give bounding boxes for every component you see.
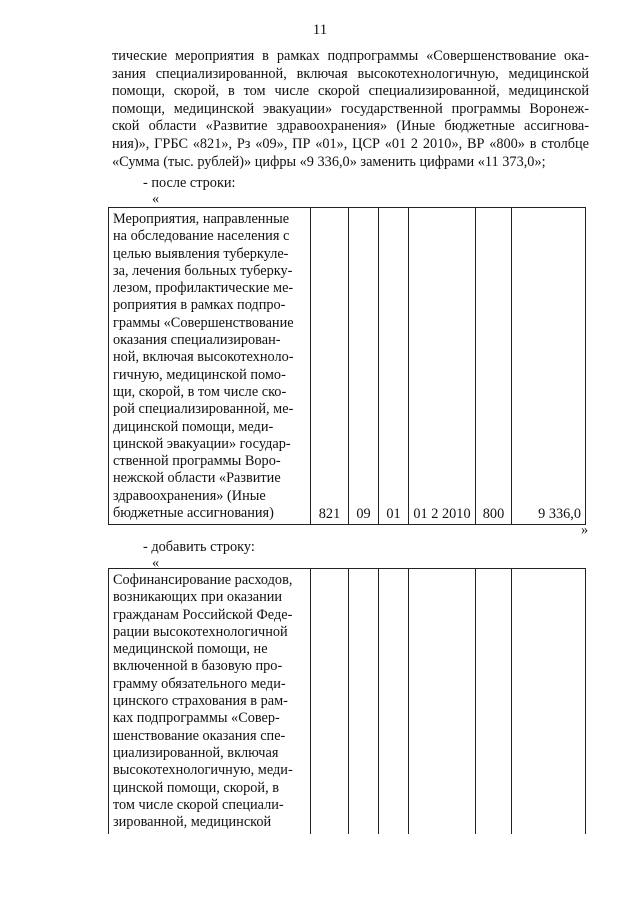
intro-line: ской области «Развитие здравоохранения» (Иные бюджетные ассигнова- [112, 118, 589, 135]
close-quote: » [581, 522, 589, 538]
table-row [109, 569, 586, 834]
rz-cell [349, 569, 379, 834]
grbs-cell [311, 569, 349, 834]
intro-line: помощи, скорой, в том числе скорой специализированной, медицинской [112, 83, 589, 100]
sum-cell [512, 569, 586, 834]
intro-line: «Сумма (тыс. рублей)» цифры «9 336,0» заменить цифрами «11 373,0»; [112, 153, 546, 170]
pr-cell: 01 [379, 208, 409, 525]
intro-line: помощи, медицинской эвакуации» государственной программы Воронеж- [112, 100, 589, 117]
vr-cell: 800 [476, 208, 512, 525]
row-description: Софинансирование расходов, возникающих при оказании гражданам Российской Феде- рации высокотехнологичной медицинской помощи, не включенной в базовую про- грамму обязательного меди- цинского страхования в рам- ках подпрограммы «Совер- шенствование оказания спе- циализированной, включая высокотехнологичную, меди- цинской помощи, скорой, в том числе скорой специали- зированной, медицинской [109, 569, 311, 834]
csr-cell [409, 569, 476, 834]
after-row-label: - после строки: [143, 175, 236, 191]
budget-table-new-row [108, 568, 586, 834]
sum-cell: 9 336,0 [512, 208, 586, 525]
vr-cell [476, 569, 512, 834]
open-quote-1: « [152, 191, 160, 207]
intro-line: тические мероприятия в рамках подпрограммы «Совершенствование ока- [112, 48, 589, 64]
table-row [109, 208, 586, 525]
pr-cell [379, 569, 409, 834]
intro-paragraph [112, 48, 589, 171]
page-number: 11 [312, 22, 328, 38]
intro-line: ния)», ГРБС «821», Рз «09», ПР «01», ЦСР «01 2 2010», ВР «800» в столбце [112, 135, 589, 152]
add-row-label: - добавить строку: [143, 539, 255, 555]
rz-cell: 09 [349, 208, 379, 525]
budget-table-existing-row [108, 207, 586, 525]
row-description: Мероприятия, направленные на обследование населения с целью выявления туберкуле- за, лечения больных туберку- лезом, профилактические ме- роприятия в рамках подпро- граммы «Совершенствование оказания специализирован- ной, включая высокотехноло- гичную, медицинской помо- щи, скорой, в том числе ско- рой специализированной, ме- дицинской помощи, меди- цинской эвакуации» государ- ственной программы Воро- нежской области «Развитие здравоохранения» (Иные бюджетные ассигнования) [109, 208, 311, 525]
intro-line: зания специализированной, включая высокотехнологичную, медицинской [112, 65, 589, 82]
csr-cell: 01 2 2010 [409, 208, 476, 525]
open-quote-2: « [152, 555, 160, 571]
grbs-cell: 821 [311, 208, 349, 525]
